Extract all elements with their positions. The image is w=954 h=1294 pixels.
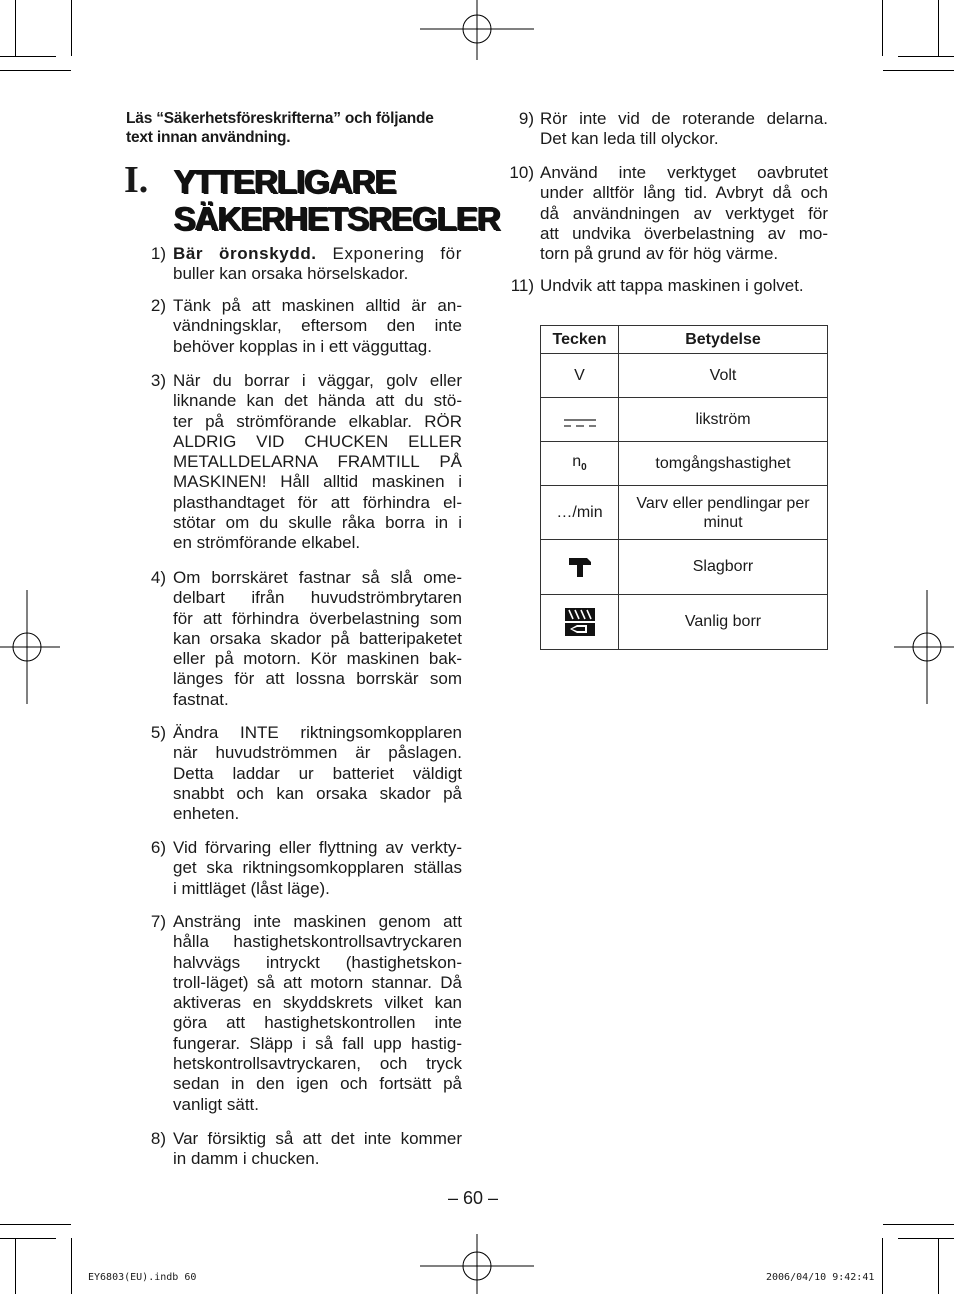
table-row xyxy=(541,540,828,595)
list-item-line: under alltför lång tid. Avbryt då och xyxy=(540,183,828,203)
symbols-table xyxy=(540,325,828,650)
sign-text: n xyxy=(572,453,582,471)
list-item-line: ALDRIG VID CHUCKEN ELLER xyxy=(173,431,462,451)
table-row xyxy=(541,595,828,650)
sign-cell: …/min xyxy=(541,486,619,540)
registration-mark-bottom xyxy=(420,1234,534,1294)
list-item-line: Exponering för xyxy=(332,244,462,263)
list-item-number: 2) xyxy=(150,296,166,315)
direct-current-icon xyxy=(562,416,598,430)
list-item-line: när huvudströmmen är påslagen. xyxy=(173,743,462,763)
list-item-line: Undvik att tappa maskinen i golvet. xyxy=(540,276,804,295)
list-item-line: Tänk på att maskinen alltid är an- xyxy=(173,296,462,315)
list-item-number: 8) xyxy=(150,1129,166,1148)
list-item-line: Rör inte vid de roterande delarna. xyxy=(540,109,828,128)
list-item-number: 11) xyxy=(510,276,534,295)
list-item-line: Detta laddar ur batteriet väldigt xyxy=(173,763,462,783)
section-heading-line2: SÄKERHETSREGLER xyxy=(174,200,501,237)
list-item-line: göra att hastighetskontrollen inte xyxy=(173,1013,462,1033)
list-item-number: 7) xyxy=(150,912,166,931)
meaning-cell: likström xyxy=(619,398,828,442)
registration-mark-top xyxy=(420,0,534,60)
list-item-line: då användningen av verktyget för xyxy=(540,203,828,223)
list-item-bold: Bär öronskydd. xyxy=(173,244,317,263)
list-item-line: Om borrskäret fastnar så slå ome- xyxy=(173,568,462,587)
list-item-line: för att förhindra överbelastning som xyxy=(173,608,462,628)
list-item-number: 4) xyxy=(150,568,166,587)
list-item-line: länges för att lossna borrskär som xyxy=(173,669,462,689)
sign-cell: V xyxy=(541,354,619,398)
list-item-line: i mittläget (låst läge). xyxy=(173,878,330,898)
list-item-line: torn på grund av för hög värme. xyxy=(540,244,779,264)
list-item-number: 9) xyxy=(518,109,534,128)
list-item-line: in damm i chucken. xyxy=(173,1149,320,1169)
list-item-line: troll-läget) så att motorn stannar. Då xyxy=(173,972,462,992)
header-meaning: Betydelse xyxy=(619,326,828,354)
sign-cell xyxy=(541,540,619,595)
list-item-line: fastnat. xyxy=(173,689,229,709)
meaning-cell: Vanlig borr xyxy=(619,595,828,650)
list-item-line: stötar om du skulle råka borra in i xyxy=(173,513,462,533)
list-item-line: delbart ifrån huvudströmbrytaren xyxy=(173,588,462,608)
list-item-line: Vid förvaring eller flyttning av verkty- xyxy=(173,838,462,857)
page-number: – 60 – xyxy=(448,1188,499,1208)
list-item-line: Det kan leda till olyckor. xyxy=(540,129,719,149)
sign-cell xyxy=(541,442,619,486)
list-item-line: hålla hastighetskontrollsavtryckaren xyxy=(173,932,462,952)
list-item-line: Använd inte verktyget oavbrutet xyxy=(540,163,828,182)
list-item-line: sedan in den igen och fortsätt på xyxy=(173,1074,462,1094)
table-row xyxy=(541,486,828,540)
footer-timestamp: 2006/04/10 9:42:41 xyxy=(766,1272,875,1283)
sign-cell xyxy=(541,398,619,442)
list-item-line: MASKINEN! Håll alltid maskinen i xyxy=(173,472,462,492)
footer-file: EY6803(EU).indb 60 xyxy=(88,1272,197,1283)
list-item-line: vändningsklar, eftersom den inte xyxy=(173,316,462,336)
list-item-number: 10) xyxy=(509,163,534,182)
list-item-line: behöver kopplas in i ett vägguttag. xyxy=(173,336,432,356)
list-item-line: buller kan orsaka hörselskador. xyxy=(173,264,409,284)
list-item-line: halvvägs intryckt (hastighetskon- xyxy=(173,952,462,972)
list-item-number: 5) xyxy=(150,723,166,742)
intro-text: Läs “Säkerhetsföreskrifterna” och följande text innan användning. xyxy=(126,110,434,146)
list-item-line: Ansträng inte maskinen genom att xyxy=(173,912,462,931)
table-row xyxy=(541,398,828,442)
list-item-line: Var försiktig så att det inte kommer xyxy=(173,1129,462,1148)
table-row xyxy=(541,354,828,398)
table-row xyxy=(541,442,828,486)
list-item-line: get ska riktningsomkopplaren ställas xyxy=(173,858,462,878)
list-item-line: Ändra INTE riktningsomkopplaren xyxy=(173,723,462,742)
list-item xyxy=(126,244,462,288)
meaning-cell: Volt xyxy=(619,354,828,398)
list-item-number: 3) xyxy=(150,371,166,390)
list-item-line: eller på motorn. Kör maskinen bak- xyxy=(173,649,462,669)
registration-mark-right xyxy=(894,590,954,704)
list-item-line: enheten. xyxy=(173,804,240,824)
list-item-line: hetskontrollsavtryckaren, och tryck xyxy=(173,1054,462,1074)
section-number: I. xyxy=(124,159,149,201)
list-item-line: plasthandtaget för att förhindra el- xyxy=(173,492,462,512)
list-item-line: liknande kan det hända att du stö- xyxy=(173,391,462,411)
list-item-line: METALLDELARNA FRAMTILL PÅ xyxy=(173,452,462,472)
header-sign: Tecken xyxy=(541,326,619,354)
list-item-line: fungerar. Släpp i så fall upp hastig- xyxy=(173,1033,462,1053)
meaning-cell: Varv eller pendlingar per minut xyxy=(619,486,828,540)
hammer-icon xyxy=(567,555,593,579)
section-heading xyxy=(174,163,501,237)
drill-bit-icon xyxy=(563,606,597,638)
section-heading-line1: YTTERLIGARE xyxy=(174,163,396,200)
list-item-number: 1) xyxy=(150,244,166,263)
sign-cell xyxy=(541,595,619,650)
list-item-line: När du borrar i väggar, golv eller xyxy=(173,371,462,390)
meaning-cell: tomgångshastighet xyxy=(619,442,828,486)
list-item-line: ter på strömförande elkablar. RÖR xyxy=(173,411,462,431)
list-item-line: kan orsaka skador på batteripaketet xyxy=(173,628,462,648)
list-item-line: en strömförande elkabel. xyxy=(173,533,361,553)
sign-subscript: 0 xyxy=(581,462,587,474)
meaning-cell: Slagborr xyxy=(619,540,828,595)
list-item-line: vanligt sätt. xyxy=(173,1094,259,1114)
list-item-line: att undvika överbelastning av mo- xyxy=(540,223,828,243)
list-item-number: 6) xyxy=(150,838,166,857)
list-item-line: snabbt och kan orsaka skador på xyxy=(173,783,462,803)
table-header-row xyxy=(541,326,828,354)
list-item-line: aktiveras en skyddskrets vilket kan xyxy=(173,993,462,1013)
registration-mark-left xyxy=(0,590,60,704)
